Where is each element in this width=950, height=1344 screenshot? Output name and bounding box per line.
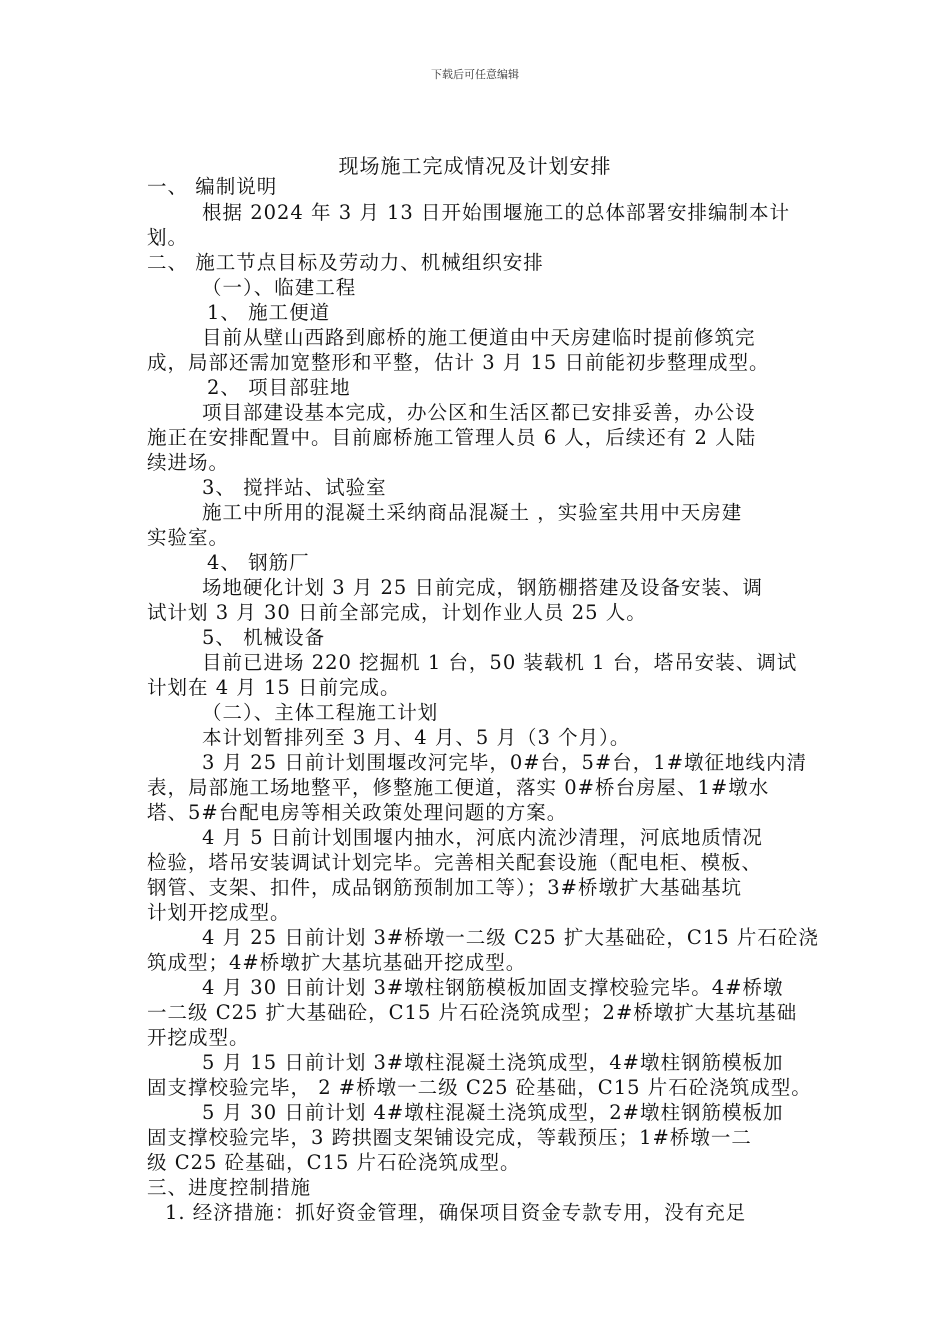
- paragraph-line: 划。: [147, 226, 189, 249]
- subsection-heading: （一）、临建工程: [202, 276, 357, 299]
- paragraph-line: 5 月 15 日前计划 3#墩柱混凝土浇筑成型，4#墩柱钢筋模板加: [202, 1051, 784, 1074]
- item-heading: 3、 搅拌站、试验室: [202, 476, 387, 499]
- paragraph-line: 塔、5#台配电房等相关政策处理问题的方案。: [147, 801, 568, 824]
- paragraph-line: 实验室。: [147, 526, 230, 549]
- paragraph-line: 施正在安排配置中。目前廊桥施工管理人员 6 人，后续还有 2 人陆: [147, 426, 757, 449]
- paragraph-line: 计划开挖成型。: [147, 901, 291, 924]
- paragraph-line: 表，局部施工场地整平，修整施工便道，落实 0#桥台房屋、1#墩水: [147, 776, 770, 799]
- paragraph-line: 开挖成型。: [147, 1026, 250, 1049]
- subsection-heading: （二）、主体工程施工计划: [202, 701, 439, 724]
- paragraph-line: 4 月 25 日前计划 3#桥墩一二级 C25 扩大基础砼，C15 片石砼浇: [202, 926, 819, 949]
- page-title: 现场施工完成情况及计划安排: [338, 154, 612, 178]
- paragraph-line: 4 月 30 日前计划 3#墩柱钢筋模板加固支撑校验完毕。4#桥墩: [202, 976, 784, 999]
- header-note: 下载后可任意编辑: [431, 68, 519, 81]
- paragraph-line: 成，局部还需加宽整形和平整，估计 3 月 15 日前能初步整理成型。: [147, 351, 770, 374]
- paragraph-line: 3 月 25 日前计划围堰改河完毕，0#台，5#台，1#墩征地线内清: [202, 751, 808, 774]
- paragraph-line: 检验，塔吊安装调试计划完毕。完善相关配套设施（配电柜、模板、: [147, 851, 763, 874]
- section-heading-1: 一、 编制说明: [147, 175, 278, 198]
- paragraph-line: 目前从壁山西路到廊桥的施工便道由中天房建临时提前修筑完: [202, 326, 756, 349]
- paragraph-line: 施工中所用的混凝土采纳商品混凝土 ，实验室共用中天房建: [202, 501, 743, 524]
- paragraph-line: 场地硬化计划 3 月 25 日前完成，钢筋棚搭建及设备安装、调: [202, 576, 764, 599]
- paragraph-line: 固支撑校验完毕， 2 #桥墩一二级 C25 砼基础，C15 片石砼浇筑成型。: [147, 1076, 812, 1099]
- paragraph-line: 目前已进场 220 挖掘机 1 台，50 装载机 1 台，塔吊安装、调试: [202, 651, 798, 674]
- paragraph-line: 筑成型；4#桥墩扩大基坑基础开挖成型。: [147, 951, 527, 974]
- paragraph-line: 1. 经济措施：抓好资金管理，确保项目资金专款专用，没有充足: [165, 1201, 747, 1224]
- paragraph-line: 试计划 3 月 30 日前全部完成，计划作业人员 25 人。: [147, 601, 647, 624]
- paragraph-line: 4 月 5 日前计划围堰内抽水，河底内流沙清理，河底地质情况: [202, 826, 763, 849]
- paragraph-line: 项目部建设基本完成，办公区和生活区都已安排妥善，办公设: [202, 401, 756, 424]
- paragraph-line: 根据 2024 年 3 月 13 日开始围堰施工的总体部署安排编制本计: [202, 201, 791, 224]
- paragraph-line: 固支撑校验完毕，3 跨拱圈支架铺设完成，等载预压；1#桥墩一二: [147, 1126, 752, 1149]
- item-heading: 1、 施工便道: [207, 301, 331, 324]
- section-heading-3: 三、进度控制措施: [147, 1176, 312, 1199]
- paragraph-line: 5 月 30 日前计划 4#墩柱混凝土浇筑成型，2#墩柱钢筋模板加: [202, 1101, 784, 1124]
- paragraph-line: 本计划暂排列至 3 月、4 月、5 月（3 个月）。: [202, 726, 631, 749]
- section-heading-2: 二、 施工节点目标及劳动力、机械组织安排: [147, 251, 544, 274]
- item-heading: 4、 钢筋厂: [207, 551, 310, 574]
- paragraph-line: 续进场。: [147, 451, 230, 474]
- paragraph-line: 钢管、支架、扣件，成品钢筋预制加工等）；3#桥墩扩大基础基坑: [147, 876, 742, 899]
- paragraph-line: 一二级 C25 扩大基础砼，C15 片石砼浇筑成型；2#桥墩扩大基坑基础: [147, 1001, 798, 1024]
- item-heading: 2、 项目部驻地: [207, 376, 351, 399]
- item-heading: 5、 机械设备: [202, 626, 326, 649]
- paragraph-line: 计划在 4 月 15 日前完成。: [147, 676, 401, 699]
- paragraph-line: 级 C25 砼基础，C15 片石砼浇筑成型。: [147, 1151, 521, 1174]
